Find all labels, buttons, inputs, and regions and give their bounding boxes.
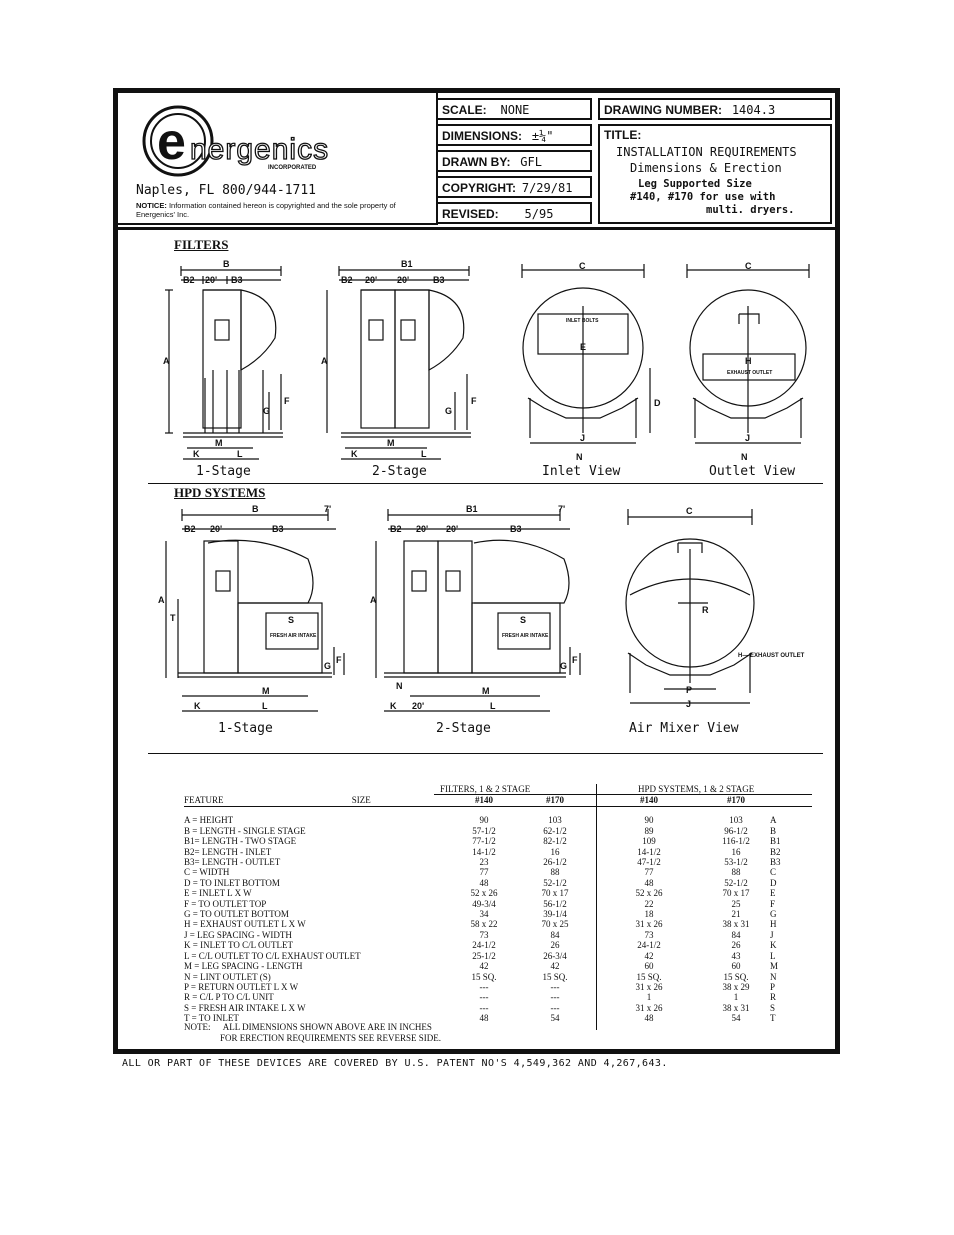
cell-hpd-140: 42 — [644, 950, 654, 961]
dim-t: T — [170, 613, 176, 623]
cell-code: D — [770, 877, 777, 888]
table-row — [184, 940, 812, 950]
dim-b2: B2 — [390, 524, 402, 534]
filters-2stage-drawing — [321, 258, 481, 473]
dim-k: K — [351, 449, 358, 459]
cell-code: M — [770, 961, 779, 972]
notice-label: NOTICE: — [136, 201, 167, 210]
cell-filters-140: 23 — [479, 857, 489, 868]
cell-code: K — [770, 940, 777, 951]
cell-hpd-170: 70 x 17 — [722, 888, 750, 899]
exhaust-outlet-label: EXHAUST OUTLET — [727, 370, 773, 376]
caption-inlet-view: Inlet View — [542, 464, 621, 479]
table-row — [184, 909, 812, 919]
dim-20: 20' — [416, 524, 429, 534]
dim-7: 7' — [324, 504, 332, 514]
table-row — [184, 961, 812, 971]
scale-label: SCALE: — [442, 103, 487, 117]
cell-filters-140: 73 — [479, 929, 489, 940]
scale-value: NONE — [500, 103, 530, 117]
cell-hpd-170: 84 — [731, 929, 741, 940]
notice-text: Information contained hereon is copyrighted and the sole property of Energenics' Inc. — [136, 201, 396, 219]
dim-s: S — [520, 615, 527, 625]
caption-filters-2stage: 2-Stage — [372, 464, 427, 479]
cell-filters-140: 14-1/2 — [472, 846, 496, 857]
hpd-heading: HPD SYSTEMS — [174, 485, 266, 500]
dim-g: G — [263, 406, 271, 416]
revised-value: 5/95 — [524, 207, 554, 221]
dim-c: C — [579, 261, 586, 271]
cell-hpd-140: 1 — [646, 992, 652, 1003]
cell-hpd-170: 96-1/2 — [724, 825, 748, 836]
cell-hpd-140: 14-1/2 — [637, 846, 661, 857]
feature-header-label: FEATURE — [184, 795, 224, 805]
cell-hpd-170: 43 — [731, 950, 741, 961]
dim-20: 20' — [412, 701, 425, 711]
dim-b2: B2 — [183, 275, 195, 285]
table-row — [184, 899, 812, 909]
cell-filters-170: --- — [550, 992, 560, 1003]
table-row — [184, 951, 812, 961]
cell-feature: C = WIDTH — [184, 867, 230, 878]
cell-hpd-170: 54 — [731, 1013, 741, 1024]
cell-feature: L = C/L OUTLET TO C/L EXHAUST OUTLET — [184, 950, 361, 961]
cell-feature: B3= LENGTH - OUTLET — [184, 857, 281, 868]
dim-l: L — [262, 701, 268, 711]
dimensions-value: ±¼" — [531, 129, 554, 143]
dimensions-field — [436, 124, 592, 146]
cell-hpd-170: 52-1/2 — [724, 877, 748, 888]
cell-hpd-170: 25 — [731, 898, 741, 909]
logo-block — [118, 93, 438, 225]
cell-filters-170: 16 — [550, 846, 560, 857]
table-row — [184, 919, 812, 929]
cell-feature: N = LINT OUTLET (S) — [184, 971, 271, 982]
table-row — [184, 992, 812, 1002]
cell-hpd-140: 18 — [644, 909, 654, 920]
cell-filters-170: 82-1/2 — [543, 836, 567, 847]
dim-c: C — [686, 506, 693, 516]
cell-feature: M = LEG SPACING - LENGTH — [184, 961, 303, 972]
cell-filters-140: 24-1/2 — [472, 940, 496, 951]
cell-filters-170: 42 — [550, 961, 560, 972]
cell-hpd-140: 31 x 26 — [635, 981, 663, 992]
dim-l: L — [237, 449, 243, 459]
drawn-by-value: GFL — [520, 155, 542, 169]
cell-hpd-140: 48 — [644, 877, 654, 888]
dim-a: A — [163, 356, 170, 366]
dim-b1: B1 — [466, 504, 478, 514]
note-line-2: FOR ERECTION REQUIREMENTS SEE REVERSE SIDE. — [220, 1033, 442, 1043]
dim-b2: B2 — [341, 275, 353, 285]
cell-filters-170: 54 — [550, 1013, 560, 1024]
size-header-label: SIZE — [351, 795, 371, 805]
cell-hpd-170: 16 — [731, 846, 741, 857]
cell-filters-170: 26-1/2 — [543, 857, 567, 868]
hpd-170-header: #170 — [727, 795, 745, 805]
fresh-air-label: FRESH AIR INTAKE — [270, 633, 317, 639]
copyright-label: COPYRIGHT: — [442, 181, 517, 195]
dim-b: B — [223, 259, 230, 269]
revised-field — [436, 202, 592, 224]
cell-feature: B1= LENGTH - TWO STAGE — [184, 836, 297, 847]
cell-filters-140: 48 — [479, 877, 489, 888]
dim-20: 20' — [397, 275, 410, 285]
dim-b3: B3 — [433, 275, 445, 285]
cell-feature: B = LENGTH - SINGLE STAGE — [184, 825, 306, 836]
cell-feature: A = HEIGHT — [184, 815, 234, 826]
cell-code: A — [770, 815, 777, 826]
caption-outlet-view: Outlet View — [709, 464, 796, 479]
dim-b: B — [252, 504, 259, 514]
cell-feature: G = TO OUTLET BOTTOM — [184, 909, 289, 920]
dim-a: A — [321, 356, 328, 366]
h-exhaust-outlet-label: H— EXHAUST OUTLET — [738, 653, 805, 659]
spec-rows — [184, 815, 812, 1023]
cell-hpd-140: 73 — [644, 929, 654, 940]
caption-air-mixer-view: Air Mixer View — [629, 721, 739, 736]
company-name: nergenics — [190, 133, 330, 166]
cell-hpd-140: 90 — [644, 815, 654, 826]
cell-code: G — [770, 909, 777, 920]
group-hpd-header: HPD SYSTEMS, 1 & 2 STAGE — [638, 784, 755, 794]
caption-filters-1stage: 1-Stage — [196, 464, 251, 479]
cell-feature: F = TO OUTLET TOP — [184, 898, 267, 909]
table-row — [184, 972, 812, 982]
dim-r: R — [702, 605, 709, 615]
dim-n: N — [396, 681, 403, 691]
drawing-number-label: DRAWING NUMBER: — [604, 103, 722, 117]
cell-filters-140: 52 x 26 — [470, 888, 498, 899]
cell-filters-140: --- — [479, 1002, 489, 1013]
dim-f: F — [471, 396, 477, 406]
svg-text:e: e — [157, 113, 186, 171]
dim-m: M — [482, 686, 490, 696]
filters-heading: FILTERS — [174, 237, 229, 252]
revised-label: REVISED: — [442, 207, 499, 221]
cell-hpd-140: 60 — [644, 961, 654, 972]
header-divider — [118, 227, 835, 230]
cell-filters-140: 77 — [479, 867, 489, 878]
table-note — [184, 1022, 441, 1044]
cell-code: L — [770, 950, 776, 961]
dimensions-label: DIMENSIONS: — [442, 129, 523, 143]
cell-hpd-140: 48 — [644, 1013, 654, 1024]
cell-hpd-170: 53-1/2 — [724, 857, 748, 868]
cell-hpd-170: 1 — [733, 992, 739, 1003]
cell-code: P — [770, 981, 776, 992]
dim-m: M — [215, 438, 223, 448]
copyright-notice — [136, 201, 428, 219]
cell-filters-140: 48 — [479, 1013, 489, 1024]
cell-filters-170: 70 x 25 — [541, 919, 569, 930]
cell-code: R — [770, 992, 777, 1003]
cell-hpd-140: 22 — [644, 898, 654, 909]
cell-code: H — [770, 919, 777, 930]
note-label: NOTE: — [184, 1022, 211, 1032]
dim-20: 20' — [210, 524, 223, 534]
cell-code: B2 — [770, 846, 781, 857]
dim-k: K — [193, 449, 200, 459]
cell-hpd-140: 15 SQ. — [636, 971, 662, 982]
cell-code: J — [770, 929, 774, 940]
dim-a: A — [158, 595, 165, 605]
dim-f: F — [336, 655, 342, 665]
cell-filters-170: 70 x 17 — [541, 888, 569, 899]
cell-hpd-140: 109 — [642, 836, 656, 847]
cell-filters-140: 25-1/2 — [472, 950, 496, 961]
cell-code: B1 — [770, 836, 781, 847]
cell-hpd-170: 103 — [729, 815, 743, 826]
cell-hpd-140: 31 x 26 — [635, 919, 663, 930]
dim-d: D — [654, 398, 661, 408]
cell-feature: T = TO INLET — [184, 1013, 239, 1024]
dim-b3: B3 — [510, 524, 522, 534]
drawn-by-label: DRAWN BY: — [442, 155, 511, 169]
cell-filters-170: 62-1/2 — [543, 825, 567, 836]
scale-field — [436, 98, 592, 120]
table-row — [184, 847, 812, 857]
cell-filters-170: 84 — [550, 929, 560, 940]
hpd-140-header: #140 — [640, 795, 658, 805]
caption-hpd-2stage: 2-Stage — [436, 721, 491, 736]
cell-code: N — [770, 971, 777, 982]
cell-hpd-140: 31 x 26 — [635, 1002, 663, 1013]
dim-n: N — [576, 452, 583, 462]
dim-k: K — [194, 701, 201, 711]
cell-feature: P = RETURN OUTLET L X W — [184, 981, 299, 992]
inlet-view-drawing — [516, 258, 666, 468]
dim-f: F — [572, 655, 578, 665]
dim-h: H — [745, 356, 752, 366]
cell-filters-140: 34 — [479, 909, 489, 920]
cell-hpd-140: 47-1/2 — [637, 857, 661, 868]
group-filters-header: FILTERS, 1 & 2 STAGE — [440, 784, 531, 794]
cell-filters-140: 49-3/4 — [472, 898, 496, 909]
cell-filters-170: 52-1/2 — [543, 877, 567, 888]
air-mixer-view-drawing — [618, 503, 805, 723]
table-row — [184, 930, 812, 940]
cell-code: C — [770, 867, 777, 878]
table-row — [184, 1003, 812, 1013]
cell-filters-140: 57-1/2 — [472, 825, 496, 836]
dim-m: M — [262, 686, 270, 696]
title-field — [598, 124, 832, 224]
drawn-by-field — [436, 150, 592, 172]
dim-20: 20' — [365, 275, 378, 285]
dim-c: C — [745, 261, 752, 271]
cell-feature: B2= LENGTH - INLET — [184, 846, 272, 857]
cell-hpd-140: 89 — [644, 825, 654, 836]
cell-filters-170: 15 SQ. — [542, 971, 568, 982]
cell-hpd-170: 15 SQ. — [723, 971, 749, 982]
dim-a: A — [370, 595, 377, 605]
cell-hpd-140: 24-1/2 — [637, 940, 661, 951]
cell-filters-170: 39-1/4 — [543, 909, 567, 920]
table-row — [184, 982, 812, 992]
cell-hpd-170: 38 x 31 — [722, 1002, 750, 1013]
cell-code: T — [770, 1013, 776, 1024]
cell-filters-170: 56-1/2 — [543, 898, 567, 909]
cell-filters-140: --- — [479, 992, 489, 1003]
filters-1stage-drawing — [163, 258, 293, 473]
dim-7: 7' — [558, 504, 566, 514]
hpd-1stage-drawing — [158, 503, 348, 718]
dim-20: 20' — [446, 524, 459, 534]
company-incorporated: INCORPORATED — [268, 165, 317, 171]
cell-hpd-170: 88 — [731, 867, 741, 878]
dim-b3: B3 — [231, 275, 243, 285]
drawing-number-value: 1404.3 — [731, 103, 776, 117]
cell-filters-140: 90 — [479, 815, 489, 826]
title-line-1: INSTALLATION REQUIREMENTS — [616, 145, 797, 159]
dim-e: E — [580, 342, 587, 352]
section-divider-1 — [148, 483, 823, 484]
drawing-sheet — [113, 88, 840, 1054]
cell-filters-140: 77-1/2 — [472, 836, 496, 847]
table-row — [184, 867, 812, 877]
drawing-number-field — [598, 98, 832, 120]
patent-notice: ALL OR PART OF THESE DEVICES ARE COVERED BY U.S. PATENT NO'S 4,549,362 AND 4,267,643. — [122, 1058, 668, 1069]
dim-f: F — [284, 396, 290, 406]
cell-code: E — [770, 888, 776, 899]
spec-table — [184, 795, 812, 1024]
table-row — [184, 836, 812, 846]
dim-g: G — [445, 406, 453, 416]
cell-code: B3 — [770, 857, 781, 868]
dim-p: P — [686, 685, 693, 695]
dim-20: 20' — [205, 275, 218, 285]
title-line-2: Dimensions & Erection — [630, 161, 782, 175]
note-line-1: ALL DIMENSIONS SHOWN ABOVE ARE IN INCHES — [222, 1022, 432, 1032]
dim-g: G — [560, 661, 568, 671]
cell-filters-170: 88 — [550, 867, 560, 878]
cell-feature: J = LEG SPACING - WIDTH — [184, 929, 292, 940]
cell-filters-170: 26 — [550, 940, 560, 951]
title-line-3: Leg Supported Size — [638, 178, 752, 190]
dim-s: S — [288, 615, 295, 625]
cell-hpd-140: 77 — [644, 867, 654, 878]
table-row — [184, 815, 812, 825]
cell-filters-140: 58 x 22 — [470, 919, 498, 930]
section-divider-2 — [148, 753, 823, 754]
cell-filters-170: --- — [550, 981, 560, 992]
cell-code: B — [770, 825, 777, 836]
cell-hpd-170: 60 — [731, 961, 741, 972]
cell-hpd-140: 52 x 26 — [635, 888, 663, 899]
dim-j: J — [745, 433, 751, 443]
cell-hpd-170: 38 x 29 — [722, 981, 750, 992]
cell-hpd-170: 38 x 31 — [722, 919, 750, 930]
cell-feature: S = FRESH AIR INTAKE L X W — [184, 1002, 306, 1013]
feature-header — [184, 795, 454, 805]
fresh-air-label: FRESH AIR INTAKE — [502, 633, 549, 639]
dim-b3: B3 — [272, 524, 284, 534]
dim-b1: B1 — [401, 259, 413, 269]
cell-feature: H = EXHAUST OUTLET L X W — [184, 919, 306, 930]
cell-feature: D = TO INLET BOTTOM — [184, 877, 280, 888]
cell-filters-170: 103 — [548, 815, 562, 826]
cell-code: F — [770, 898, 776, 909]
title-line-5: multi. dryers. — [706, 204, 795, 216]
inlet-bolts-label: INLET BOLTS — [566, 318, 599, 324]
dim-m: M — [387, 438, 395, 448]
outlet-view-drawing — [683, 258, 823, 468]
cell-filters-140: 15 SQ. — [471, 971, 497, 982]
dim-b2: B2 — [184, 524, 196, 534]
copyright-field — [436, 176, 592, 198]
caption-hpd-1stage: 1-Stage — [218, 721, 273, 736]
filters-170-header: #170 — [546, 795, 564, 805]
dim-g: G — [324, 661, 332, 671]
cell-hpd-170: 21 — [731, 909, 741, 920]
table-row — [184, 826, 812, 836]
cell-hpd-170: 116-1/2 — [722, 836, 750, 847]
hpd-2stage-drawing — [370, 503, 595, 718]
dim-n: N — [741, 452, 748, 462]
copyright-value: 7/29/81 — [521, 181, 573, 195]
cell-filters-170: --- — [550, 1002, 560, 1013]
dim-l: L — [421, 449, 427, 459]
cell-filters-170: 26-3/4 — [543, 950, 567, 961]
cell-code: S — [770, 1002, 776, 1013]
cell-filters-140: 42 — [479, 961, 489, 972]
company-location: Naples, FL 800/944-1711 — [136, 183, 317, 198]
title-line-4: #140, #170 for use with — [630, 191, 776, 203]
dim-k: K — [390, 701, 397, 711]
cell-feature: K = INLET TO C/L OUTLET — [184, 940, 293, 951]
dim-j: J — [686, 699, 692, 709]
cell-filters-140: --- — [479, 981, 489, 992]
table-row — [184, 888, 812, 898]
cell-feature: E = INLET L X W — [184, 888, 252, 899]
dim-j: J — [580, 433, 586, 443]
dim-l: L — [490, 701, 496, 711]
table-row — [184, 857, 812, 867]
cell-hpd-170: 26 — [731, 940, 741, 951]
table-row — [184, 878, 812, 888]
filters-140-header: #140 — [475, 795, 493, 805]
title-label: TITLE: — [604, 128, 642, 142]
cell-feature: R = C/L P TO C/L UNIT — [184, 992, 274, 1003]
table-header-row — [184, 795, 812, 805]
